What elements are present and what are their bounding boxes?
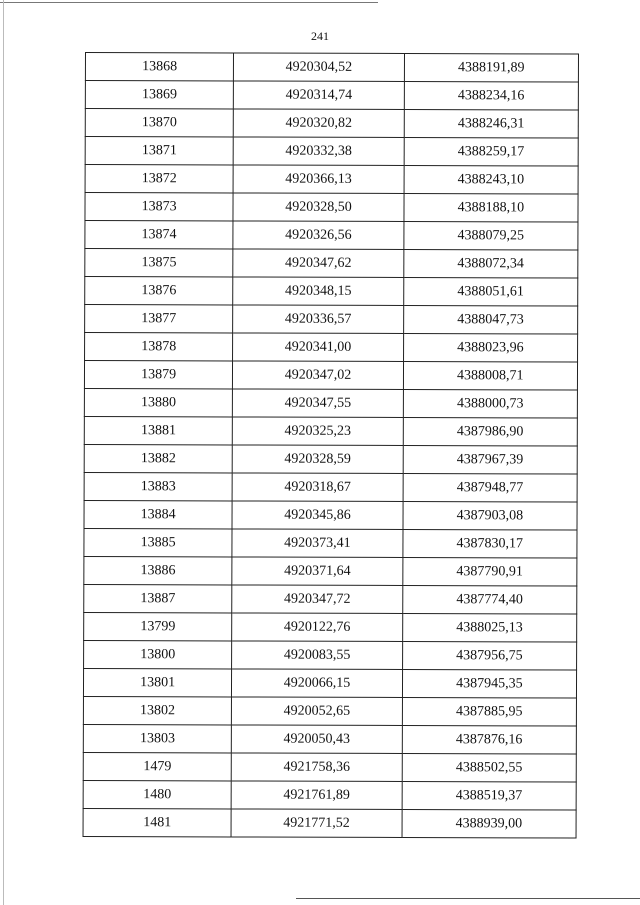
table-row [84,584,577,614]
table-row [83,668,576,698]
point-number-cell: 13884 [84,500,232,528]
table-row [83,752,576,782]
y-coordinate-cell: 4387967,39 [403,446,577,475]
y-coordinate-cell: 4387774,40 [402,586,576,615]
x-coordinate-cell: 4920325,23 [233,417,403,446]
y-coordinate-cell: 4388047,73 [403,306,577,335]
point-number-cell: 13872 [85,165,233,193]
x-coordinate-cell: 4920314,74 [234,81,404,110]
y-coordinate-cell: 4388051,61 [403,278,577,307]
y-coordinate-cell: 4388259,17 [404,138,578,167]
y-coordinate-cell: 4387790,91 [402,558,576,587]
table-row [85,53,578,83]
table-row [85,109,578,139]
table-row [85,333,578,363]
point-number-cell: 13868 [85,53,233,81]
y-coordinate-cell: 4388246,31 [404,110,578,139]
point-number-cell: 13802 [83,696,231,724]
point-number-cell: 13801 [83,668,231,696]
x-coordinate-cell: 4920318,67 [232,473,402,502]
y-coordinate-cell: 4388519,37 [402,781,576,810]
x-coordinate-cell: 4920371,64 [232,557,402,586]
point-number-cell: 13887 [84,584,232,612]
point-number-cell: 13870 [85,109,233,137]
y-coordinate-cell: 4388000,73 [403,390,577,419]
top-edge-line [0,2,378,3]
page-number: 241 [311,29,329,43]
y-coordinate-cell: 4387903,08 [403,502,577,531]
point-number-cell: 13803 [83,724,231,752]
table-row [85,277,578,307]
y-coordinate-cell: 4387876,16 [402,725,576,754]
x-coordinate-cell: 4920347,62 [233,249,403,278]
table-row [84,444,577,474]
x-coordinate-cell: 4920083,55 [232,641,402,670]
point-number-cell: 1480 [83,780,231,808]
table-row [85,193,578,223]
point-number-cell: 13882 [84,444,232,472]
point-number-cell: 1481 [83,808,231,836]
x-coordinate-cell: 4920347,72 [232,585,402,614]
table-row [84,612,577,642]
point-number-cell: 13881 [84,416,232,444]
x-coordinate-cell: 4920328,50 [233,193,403,222]
point-number-cell: 13886 [84,556,232,584]
table-row [84,472,577,502]
table-row [85,137,578,167]
coordinates-table [83,52,579,839]
x-coordinate-cell: 4920304,52 [234,53,404,82]
x-coordinate-cell: 4920347,02 [233,361,403,390]
y-coordinate-cell: 4388079,25 [404,222,578,251]
point-number-cell: 13880 [84,388,232,416]
point-number-cell: 13869 [85,81,233,109]
y-coordinate-cell: 4387956,75 [402,641,576,670]
x-coordinate-cell: 4920345,86 [232,501,402,530]
point-number-cell: 13876 [85,277,233,305]
point-number-cell: 1479 [83,752,231,780]
point-number-cell: 13877 [85,305,233,333]
y-coordinate-cell: 4387986,90 [403,418,577,447]
bottom-edge-line [296,898,640,899]
left-edge-line [3,0,4,905]
point-number-cell: 13878 [85,333,233,361]
x-coordinate-cell: 4921758,36 [232,753,402,782]
table-row [84,416,577,446]
x-coordinate-cell: 4920348,15 [233,277,403,306]
point-number-cell: 13873 [85,193,233,221]
x-coordinate-cell: 4920341,00 [233,333,403,362]
y-coordinate-cell: 4388502,55 [402,753,576,782]
table-row [84,556,577,586]
table-row [83,724,576,754]
point-number-cell: 13871 [85,137,233,165]
y-coordinate-cell: 4387945,35 [402,669,576,698]
table-row [83,780,576,810]
y-coordinate-cell: 4388072,34 [403,250,577,279]
point-number-cell: 13874 [85,221,233,249]
y-coordinate-cell: 4388008,71 [403,362,577,391]
point-number-cell: 13883 [84,472,232,500]
point-number-cell: 13875 [85,249,233,277]
y-coordinate-cell: 4388191,89 [404,54,578,83]
table-row [85,165,578,195]
table-row [85,305,578,335]
y-coordinate-cell: 4388243,10 [404,166,578,195]
y-coordinate-cell: 4388023,96 [403,334,577,363]
y-coordinate-cell: 4388234,16 [404,82,578,111]
y-coordinate-cell: 4387830,17 [403,530,577,559]
x-coordinate-cell: 4920122,76 [232,613,402,642]
x-coordinate-cell: 4920373,41 [232,529,402,558]
x-coordinate-cell: 4920320,82 [234,109,404,138]
y-coordinate-cell: 4387885,95 [402,697,576,726]
x-coordinate-cell: 4920347,55 [233,389,403,418]
table-row [85,249,578,279]
point-number-cell: 13800 [84,640,232,668]
table-row [84,640,577,670]
table-row [84,500,577,530]
point-number-cell: 13885 [84,528,232,556]
x-coordinate-cell: 4920332,38 [233,137,403,166]
coordinates-table-body [83,53,578,839]
x-coordinate-cell: 4920328,59 [232,445,402,474]
y-coordinate-cell: 4388939,00 [402,809,576,838]
y-coordinate-cell: 4387948,77 [403,474,577,503]
x-coordinate-cell: 4921771,52 [231,809,401,838]
table-row [84,528,577,558]
x-coordinate-cell: 4920050,43 [232,725,402,754]
point-number-cell: 13799 [84,612,232,640]
table-row [85,81,578,111]
table-row [85,221,578,251]
x-coordinate-cell: 4920336,57 [233,305,403,334]
x-coordinate-cell: 4920066,15 [232,669,402,698]
table-row [83,808,576,838]
y-coordinate-cell: 4388188,10 [404,194,578,223]
x-coordinate-cell: 4921761,89 [231,781,401,810]
x-coordinate-cell: 4920326,56 [233,221,403,250]
x-coordinate-cell: 4920366,13 [233,165,403,194]
table-row [84,361,577,391]
table-row [83,696,576,726]
y-coordinate-cell: 4388025,13 [402,613,576,642]
table-row [84,388,577,418]
point-number-cell: 13879 [84,361,232,389]
x-coordinate-cell: 4920052,65 [232,697,402,726]
